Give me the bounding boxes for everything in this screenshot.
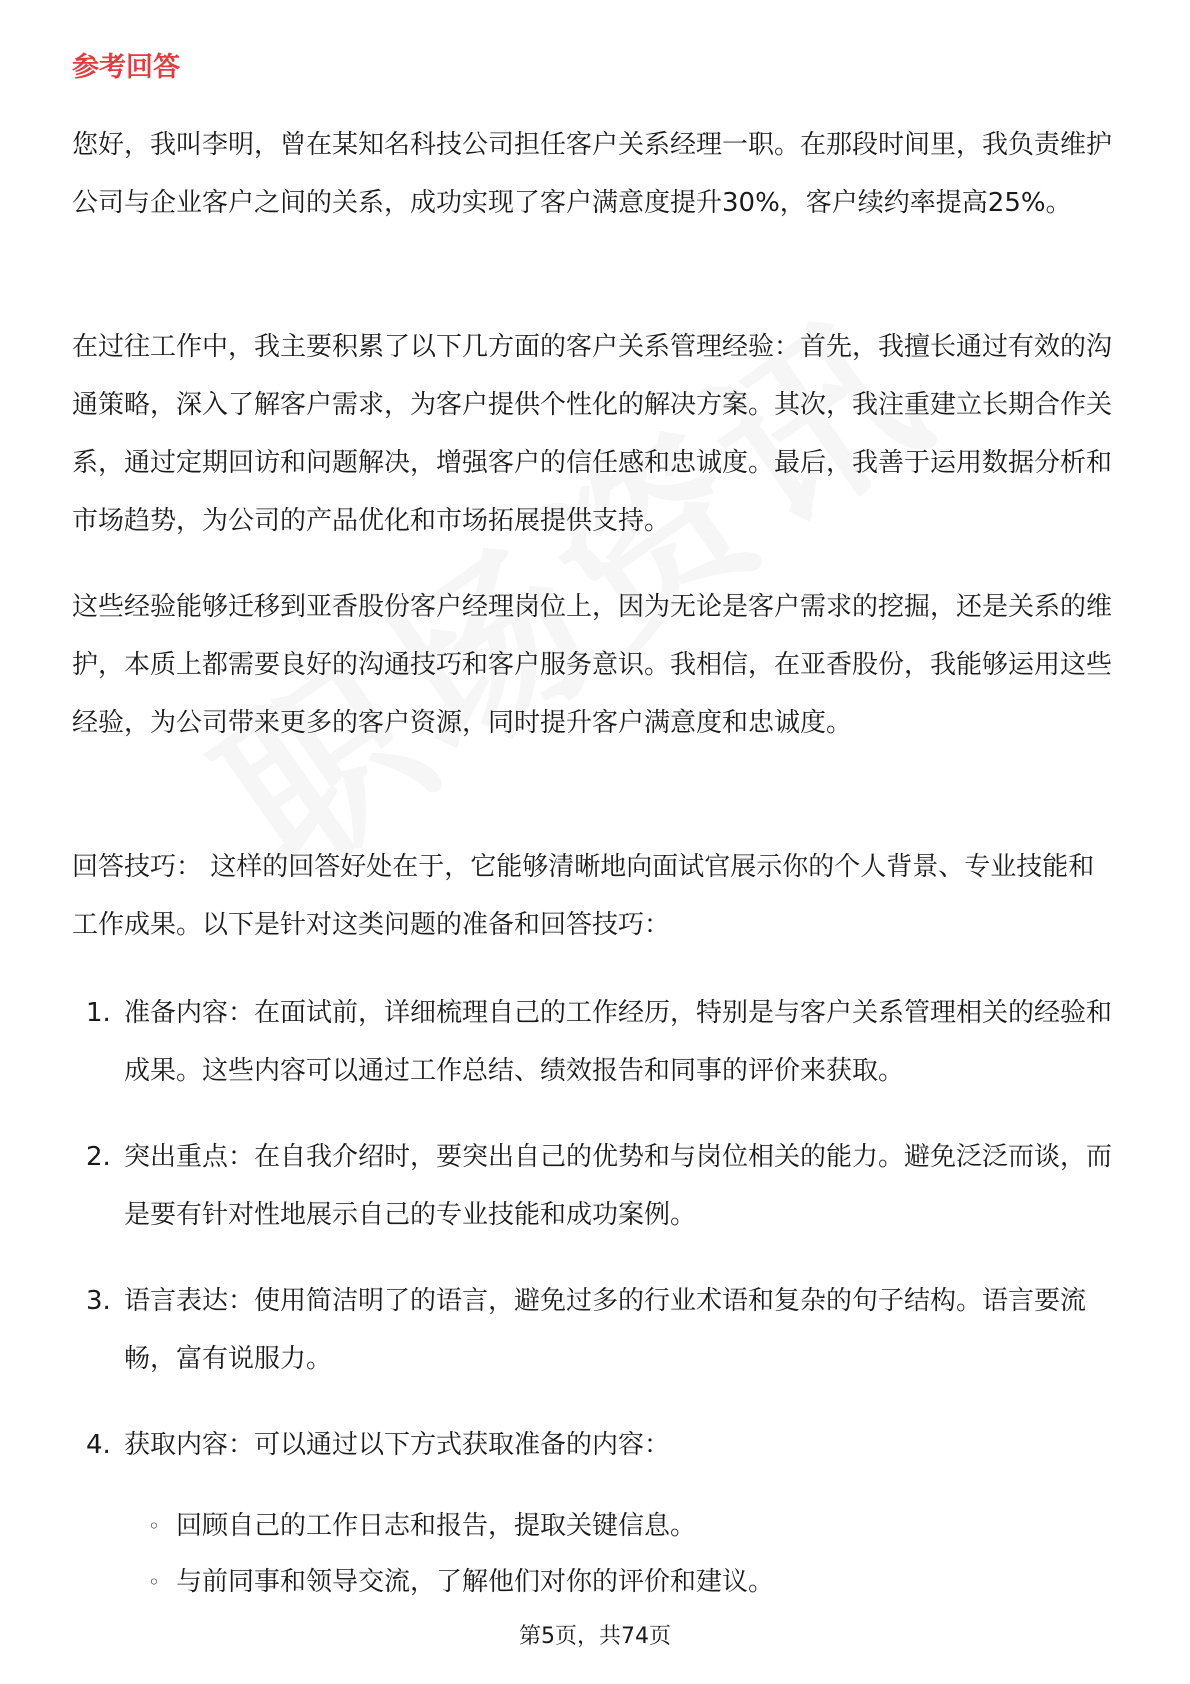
list-number: 4. [86, 1430, 111, 1460]
paragraph-tips: 回答技巧： 这样的回答好处在于，它能够清晰地向面试官展示你的个人背景、专业技能和工作成果。以下是针对这类问题的准备和回答技巧： [72, 852, 1095, 940]
page-footer: 第5页，共74页 [519, 1624, 671, 1649]
sub-list-text: 回顾自己的工作日志和报告，提取关键信息。 [176, 1511, 697, 1541]
list-text: 准备内容：在面试前，详细梳理自己的工作经历，特别是与客户关系管理相关的经验和成果。这些内容可以通过工作总结、绩效报告和同事的评价来获取。 [124, 998, 1113, 1086]
bullet-icon: ◦ [148, 1514, 160, 1538]
paragraph-transfer: 这些经验能够迁移到亚香股份客户经理岗位上，因为无论是客户需求的挖掘，还是关系的维护，本质上都需要良好的沟通技巧和客户服务意识。我相信，在亚香股份，我能够运用这些经验，为公司带来更多的客户资源，同时提升客户满意度和忠诚度。 [72, 592, 1113, 738]
list-text: 突出重点：在自我介绍时，要突出自己的优势和与岗位相关的能力。避免泛泛而谈，而是要有针对性地展示自己的专业技能和成功案例。 [124, 1142, 1113, 1230]
paragraph-intro: 您好，我叫李明，曾在某知名科技公司担任客户关系经理一职。在那段时间里，我负责维护公司与企业客户之间的关系，成功实现了客户满意度提升30%，客户续约率提高25%。 [72, 130, 1113, 218]
bullet-icon: ◦ [148, 1570, 160, 1594]
list-number: 2. [86, 1142, 111, 1172]
sub-list-text: 与前同事和领导交流，了解他们对你的评价和建议。 [176, 1567, 775, 1597]
paragraph-experience: 在过往工作中，我主要积累了以下几方面的客户关系管理经验：首先，我擅长通过有效的沟通策略，深入了解客户需求，为客户提供个性化的解决方案。其次，我注重建立长期合作关系，通过定期回访和问题解决，增强客户的信任感和忠诚度。最后，我善于运用数据分析和市场趋势，为公司的产品优化和市场拓展提供支持。 [72, 332, 1113, 536]
list-text: 获取内容：可以通过以下方式获取准备的内容： [124, 1430, 671, 1460]
list-number: 3. [86, 1286, 111, 1316]
list-text: 语言表达：使用简洁明了的语言，避免过多的行业术语和复杂的句子结构。语言要流畅，富有说服力。 [124, 1286, 1087, 1374]
list-number: 1. [86, 998, 111, 1028]
section-heading: 参考回答 [72, 52, 180, 83]
